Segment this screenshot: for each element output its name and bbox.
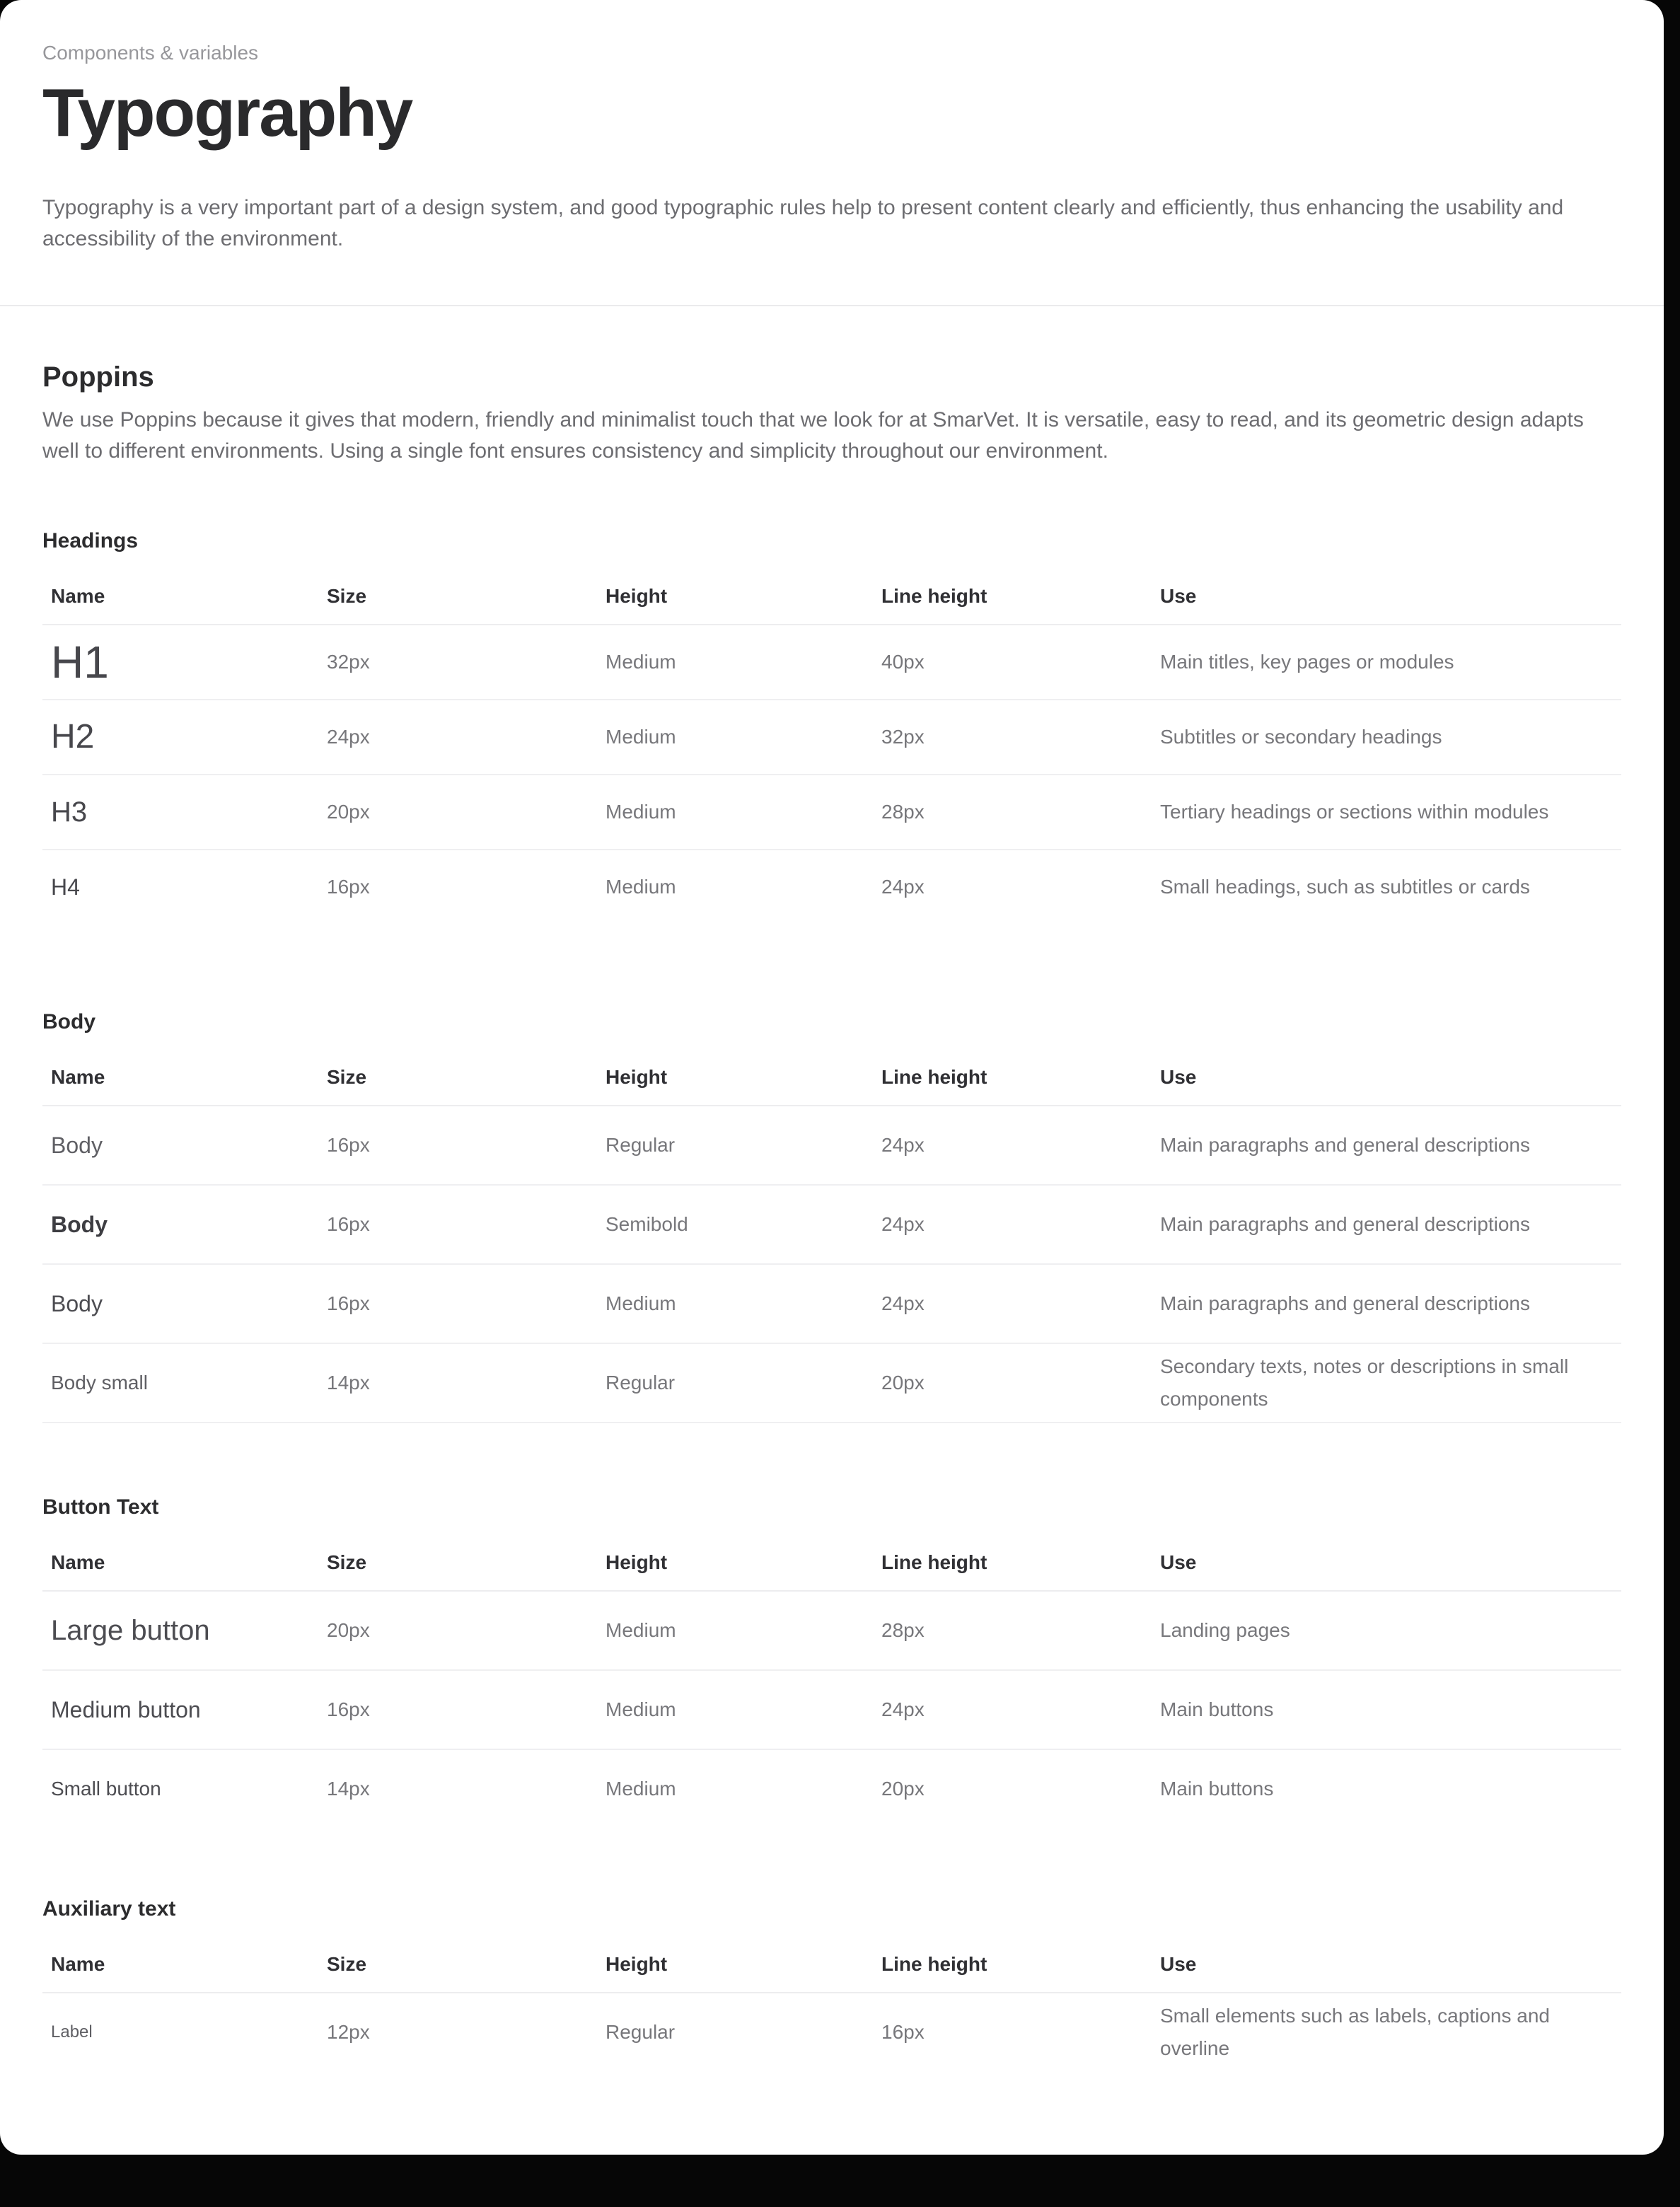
use-value: Main paragraphs and general descriptions — [1160, 1213, 1530, 1235]
table-row — [42, 1265, 1621, 1344]
table-row — [42, 1750, 1621, 1828]
table-row — [42, 1592, 1621, 1671]
use-value: Main buttons — [1160, 1698, 1274, 1720]
size-value: 16px — [327, 1213, 370, 1235]
weight-value: Medium — [606, 1698, 676, 1720]
table-row — [42, 1671, 1621, 1750]
use-value: Landing pages — [1160, 1619, 1290, 1641]
section-title-button-text: Button Text — [42, 1495, 159, 1519]
use-value: Small elements such as labels, captions and overline — [1160, 2005, 1550, 2059]
size-value: 24px — [327, 726, 370, 748]
type-sample-h2: H2 — [51, 718, 95, 755]
headings-section — [42, 528, 1621, 924]
table-header-row — [42, 1538, 1621, 1592]
column-header-height: Height — [606, 1953, 668, 1975]
type-sample-body-medium: Body — [51, 1291, 103, 1316]
column-header-use: Use — [1160, 585, 1197, 607]
column-header-line-height: Line height — [881, 1551, 987, 1573]
table-row — [42, 700, 1621, 775]
column-header-line-height: Line height — [881, 1066, 987, 1088]
font-family-title: Poppins — [42, 361, 154, 393]
line-height-value: 28px — [881, 801, 925, 823]
size-value: 16px — [327, 1698, 370, 1720]
column-header-size: Size — [327, 1066, 367, 1088]
use-value: Subtitles or secondary headings — [1160, 726, 1442, 748]
button-text-table — [42, 1538, 1621, 1828]
type-sample-small-button: Small button — [51, 1778, 161, 1800]
size-value: 14px — [327, 1778, 370, 1800]
weight-value: Medium — [606, 651, 676, 673]
column-header-size: Size — [327, 1953, 367, 1975]
font-family-description: We use Poppins because it gives that modern, friendly and minimalist touch that we look for at SmarVet. It is versatile, easy to read, and its geometric design adapts well to different environments. Using a single font ensures consistency and simplicity throughout our environment. — [42, 408, 1584, 463]
table-row — [42, 1186, 1621, 1265]
size-value: 16px — [327, 1134, 370, 1156]
table-row — [42, 775, 1621, 850]
use-value: Main buttons — [1160, 1778, 1274, 1800]
type-sample-h4: H4 — [51, 874, 80, 900]
weight-value: Regular — [606, 2021, 676, 2043]
weight-value: Medium — [606, 876, 676, 898]
type-sample-h3: H3 — [51, 797, 88, 828]
weight-value: Medium — [606, 1778, 676, 1800]
size-value: 20px — [327, 801, 370, 823]
column-header-use: Use — [1160, 1551, 1197, 1573]
column-header-use: Use — [1160, 1953, 1197, 1975]
size-value: 16px — [327, 876, 370, 898]
table-row — [42, 1106, 1621, 1186]
type-sample-h1: H1 — [51, 637, 109, 688]
table-row — [42, 850, 1621, 924]
column-header-height: Height — [606, 1551, 668, 1573]
line-height-value: 20px — [881, 1372, 925, 1394]
weight-value: Regular — [606, 1134, 676, 1156]
line-height-value: 28px — [881, 1619, 925, 1641]
weight-value: Medium — [606, 726, 676, 748]
weight-value: Medium — [606, 1619, 676, 1641]
column-header-name: Name — [51, 585, 105, 607]
column-header-name: Name — [51, 1953, 105, 1975]
table-row — [42, 625, 1621, 700]
type-sample-body-small: Body small — [51, 1372, 148, 1394]
type-sample-label: Label — [51, 2022, 93, 2041]
column-header-line-height: Line height — [881, 585, 987, 607]
use-value: Main paragraphs and general descriptions — [1160, 1134, 1530, 1156]
column-header-name: Name — [51, 1066, 105, 1088]
column-header-use: Use — [1160, 1066, 1197, 1088]
section-title-auxiliary-text: Auxiliary text — [42, 1897, 176, 1921]
auxiliary-text-section — [42, 1896, 1621, 2071]
size-value: 12px — [327, 2021, 370, 2043]
table-row — [42, 1993, 1621, 2071]
table-header-row — [42, 572, 1621, 625]
column-header-size: Size — [327, 1551, 367, 1573]
button-text-section — [42, 1494, 1621, 1828]
type-sample-body-regular: Body — [51, 1133, 103, 1158]
page-title: Typography — [42, 75, 412, 151]
body-table — [42, 1053, 1621, 1423]
body-section — [42, 1009, 1621, 1423]
line-height-value: 24px — [881, 1213, 925, 1235]
type-sample-large-button: Large button — [51, 1615, 210, 1646]
column-header-size: Size — [327, 585, 367, 607]
column-header-name: Name — [51, 1551, 105, 1573]
line-height-value: 24px — [881, 876, 925, 898]
page-header — [0, 0, 1664, 306]
use-value: Tertiary headings or sections within modules — [1160, 801, 1549, 823]
auxiliary-text-table — [42, 1940, 1621, 2071]
type-sample-body-semibold: Body — [51, 1212, 108, 1237]
line-height-value: 24px — [881, 1698, 925, 1720]
table-header-row — [42, 1053, 1621, 1106]
column-header-line-height: Line height — [881, 1953, 987, 1975]
type-sample-medium-button: Medium button — [51, 1697, 201, 1722]
headings-table — [42, 572, 1621, 924]
section-title-headings: Headings — [42, 529, 139, 552]
weight-value: Semibold — [606, 1213, 688, 1235]
size-value: 32px — [327, 651, 370, 673]
line-height-value: 16px — [881, 2021, 925, 2043]
size-value: 16px — [327, 1292, 370, 1314]
use-value: Secondary texts, notes or descriptions in small components — [1160, 1355, 1569, 1410]
line-height-value: 20px — [881, 1778, 925, 1800]
weight-value: Regular — [606, 1372, 676, 1394]
weight-value: Medium — [606, 1292, 676, 1314]
line-height-value: 24px — [881, 1292, 925, 1314]
size-value: 14px — [327, 1372, 370, 1394]
breadcrumb: Components & variables — [42, 42, 259, 64]
use-value: Main titles, key pages or modules — [1160, 651, 1454, 673]
column-header-height: Height — [606, 585, 668, 607]
use-value: Small headings, such as subtitles or cards — [1160, 876, 1530, 898]
line-height-value: 32px — [881, 726, 925, 748]
page-intro: Typography is a very important part of a design system, and good typographic rules help to present content clearly and efficiently, thus enhancing the usability and accessibility of the environment. — [42, 196, 1564, 250]
table-header-row — [42, 1940, 1621, 1993]
size-value: 20px — [327, 1619, 370, 1641]
section-title-body: Body — [42, 1010, 95, 1033]
weight-value: Medium — [606, 801, 676, 823]
column-header-height: Height — [606, 1066, 668, 1088]
page-content — [0, 359, 1664, 2071]
use-value: Main paragraphs and general descriptions — [1160, 1292, 1530, 1314]
line-height-value: 40px — [881, 651, 925, 673]
line-height-value: 24px — [881, 1134, 925, 1156]
table-row — [42, 1344, 1621, 1423]
